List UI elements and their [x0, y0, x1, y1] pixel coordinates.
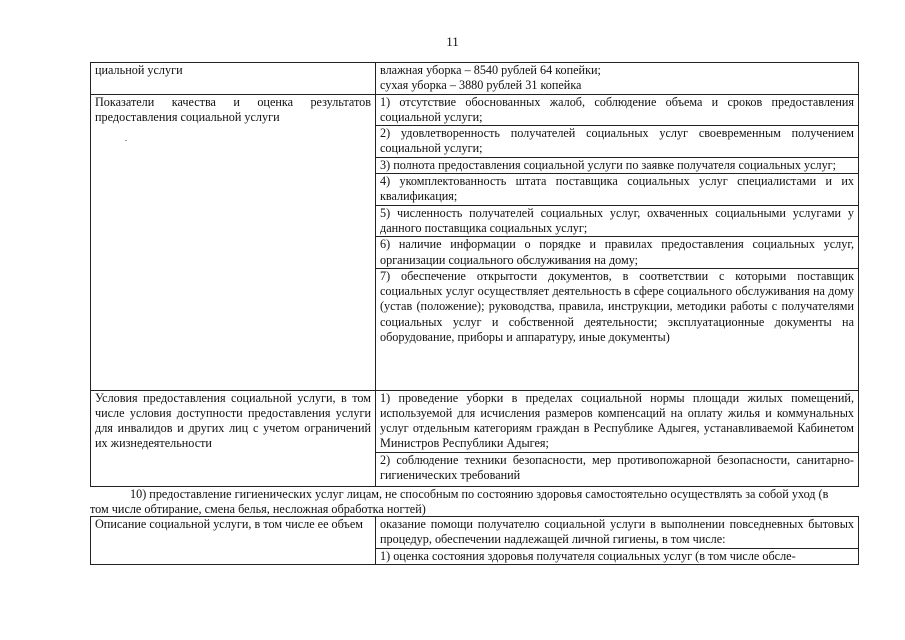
cell-line: 1) отсутствие обоснованных жалоб, соблюдение объема и сроков предоставления социальной услуги;	[380, 94, 854, 124]
cell-line: 1) оценка состояния здоровья получателя социальных услуг (в том числе обсле-	[376, 548, 858, 564]
cell-line: 5) численность получателей социальных услуг, охваченных социальными услугами у данного поставщика социальных услуг;	[376, 205, 858, 237]
cell-text: Описание социальной услуги, в том числе ее объем	[95, 517, 363, 531]
section-paragraph	[90, 487, 850, 518]
table-row	[91, 517, 859, 565]
table-row	[91, 63, 859, 95]
table-cell-label	[91, 63, 376, 95]
cell-line: 4) укомплектованность штата поставщика социальных услуг специалистами и их квалификация;	[376, 173, 858, 205]
cell-line: 1) проведение уборки в пределах социальной нормы площади жилых помещений, используемой для исчисления размеров компенсаций на оплату жилья и коммунальных услуг отдельным категориям граждан в Республике Адыгея, устанавливаемой Кабинетом Министров Республики Адыгея;	[380, 390, 854, 451]
table-cell-label	[91, 390, 376, 486]
table-row	[91, 94, 859, 390]
cell-line: 3) полнота предоставления социальной услуги по заявке получателя социальных услуг;	[376, 157, 858, 173]
cell-line: оказание помощи получателю социальной услуги в выполнении повседневных бытовых процедур, обеспечении надлежащей личной гигиены, в том числе:	[380, 517, 854, 547]
cell-text: циальной услуги	[95, 63, 183, 77]
cell-text: Условия предоставления социальной услуги, в том числе условия доступности предоставления услуги для инвалидов и других лиц с учетом ограничений их жизнедеятельности	[95, 390, 371, 451]
cell-text: Показатели качества и оценка результатов предоставления социальной услуги	[95, 94, 371, 124]
paragraph-text: 10) предоставление гигиенических услуг лицам, не способным по состоянию здоровья самостоятельно осуществлять за собой уход (в том числе обтирание, смена белья, несложная обработка ногтей)	[90, 487, 829, 517]
cell-line: 2) удовлетворенность получателей социальных услуг своевременным получением социальной услуги;	[376, 125, 858, 157]
cell-line: 2) соблюдение техники безопасности, мер противопожарной безопасности, санитарно-гигиенических требований	[376, 452, 858, 484]
service-table	[90, 62, 859, 487]
table-cell-value	[376, 517, 859, 565]
table-cell-value	[376, 63, 859, 95]
page-number: 11	[446, 34, 459, 49]
cell-line: влажная уборка – 8540 рублей 64 копейки;	[380, 63, 601, 77]
table-cell-value	[376, 390, 859, 486]
scan-speck	[125, 140, 127, 141]
cell-line: сухая уборка – 3880 рублей 31 копейка	[380, 78, 582, 93]
cell-line: 6) наличие информации о порядке и правилах предоставления социальных услуг, организации социального обслуживания на дому;	[376, 236, 858, 268]
table-row	[91, 390, 859, 486]
cell-line: 7) обеспечение открытости документов, в соответствии с которыми поставщик социальных услуг осуществляет деятельность в сфере социального обслуживания на дому (устав (положение); руководства, правила, инструкции, методики работы с получателями социальных услуг и собственной деятельности; эксплуатационные документы на оборудование, приборы и аппаратуру, иные документы)	[376, 268, 858, 345]
table-cell-label	[91, 517, 376, 565]
table-cell-value	[376, 94, 859, 390]
service-table-2	[90, 516, 859, 565]
table-cell-label	[91, 94, 376, 390]
